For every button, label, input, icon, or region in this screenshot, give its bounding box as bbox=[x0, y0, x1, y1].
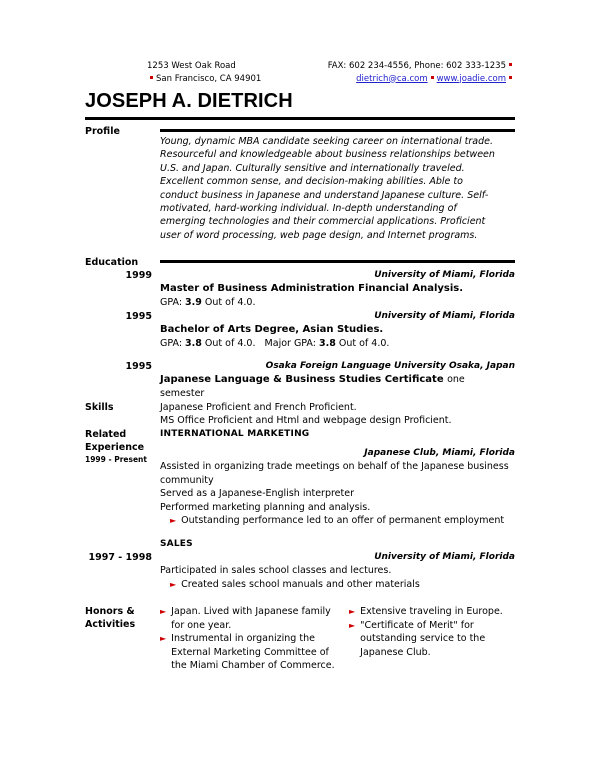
experience-bullet bbox=[160, 514, 515, 528]
resume-header bbox=[0, 60, 600, 113]
address-line-2: San Francisco, CA 94901 bbox=[156, 73, 262, 84]
sales-date-range: 1997 - 1998 bbox=[88, 552, 152, 564]
skills-body bbox=[160, 401, 600, 428]
triangle-bullet-icon: ► bbox=[349, 607, 356, 617]
education-degree: Master of Business Administration Financial Analysis. bbox=[160, 283, 464, 295]
sales-bullet-text: Created sales school manuals and other materials bbox=[181, 578, 420, 590]
address-line-2-wrap bbox=[147, 73, 261, 86]
sales-line: Participated in sales school classes and lectures. bbox=[160, 565, 392, 577]
section-skills bbox=[0, 401, 600, 428]
section-profile bbox=[0, 125, 600, 242]
gpa-value: 3.8 bbox=[185, 337, 202, 349]
header-divider-rule bbox=[85, 117, 515, 120]
square-bullet-icon bbox=[509, 63, 512, 66]
honors-item-text: Instrumental in organizing the External Marketing Committee of the Miami Chamber of Commerce. bbox=[171, 633, 335, 672]
certificate-title-suffix: one bbox=[447, 374, 465, 386]
triangle-bullet-icon: ► bbox=[160, 607, 167, 617]
sales-bullet bbox=[160, 578, 515, 592]
major-gpa-label: Major GPA: bbox=[264, 337, 316, 349]
triangle-bullet-icon: ► bbox=[170, 579, 177, 589]
resume-body bbox=[0, 125, 600, 673]
square-bullet-icon bbox=[509, 76, 512, 79]
related-date-range: 1999 - Present bbox=[85, 454, 147, 464]
experience-category: INTERNATIONAL MARKETING bbox=[160, 428, 310, 439]
gpa-tail: Out of 4.0. bbox=[204, 337, 256, 349]
honors-item-text: Japan. Lived with Japanese family for one year. bbox=[171, 606, 331, 631]
gpa-value: 3.9 bbox=[185, 297, 202, 309]
sales-entry bbox=[0, 551, 600, 591]
sales-organization: University of Miami, Florida bbox=[374, 552, 515, 563]
related-experience-body bbox=[160, 428, 600, 528]
gpa-tail: Out of 4.0. bbox=[204, 297, 256, 309]
experience-line: Assisted in organizing trade meetings on behalf of the Japanese business community bbox=[160, 461, 509, 486]
major-gpa-value: 3.8 bbox=[319, 337, 336, 349]
certificate-year: 1995 bbox=[125, 361, 152, 373]
profile-content bbox=[160, 125, 600, 242]
section-education bbox=[0, 256, 600, 269]
sales-category-holder bbox=[160, 538, 600, 552]
triangle-bullet-icon: ► bbox=[170, 516, 177, 526]
education-institution: University of Miami, Florida bbox=[374, 270, 515, 281]
education-degree: Bachelor of Arts Degree, Asian Studies. bbox=[160, 323, 384, 335]
experience-category: SALES bbox=[160, 538, 193, 549]
mailing-address bbox=[85, 60, 261, 85]
education-gpa bbox=[160, 337, 515, 351]
education-gpa bbox=[160, 296, 515, 310]
honors-item bbox=[160, 605, 335, 632]
honors-item bbox=[160, 632, 335, 673]
education-institution: University of Miami, Florida bbox=[374, 310, 515, 321]
sales-body bbox=[160, 551, 600, 591]
education-section-rule bbox=[160, 260, 515, 263]
address-line-1: 1253 West Oak Road bbox=[147, 61, 236, 71]
contact-row bbox=[0, 60, 600, 85]
education-entry bbox=[0, 310, 600, 351]
skill-line: MS Office Proficient and Html and webpage design Proficient. bbox=[160, 415, 452, 427]
gpa-label: GPA: bbox=[160, 297, 183, 309]
section-related-experience bbox=[0, 428, 600, 528]
honors-label-line-1: Honors & bbox=[85, 606, 135, 618]
related-label-line-2: Experience bbox=[85, 441, 145, 453]
section-sales bbox=[0, 538, 600, 552]
experience-bullet-text: Outstanding performance led to an offer of permanent employment bbox=[181, 515, 505, 527]
email-link[interactable]: dietrich@ca.com bbox=[356, 73, 428, 84]
certificate-second-line: semester bbox=[160, 388, 205, 400]
website-link[interactable]: www.joadie.com bbox=[436, 73, 506, 84]
section-label-honors-activities bbox=[0, 605, 160, 631]
honors-columns bbox=[160, 605, 524, 673]
certificate-title: Japanese Language & Business Studies Certificate bbox=[160, 374, 444, 386]
section-label-skills: Skills bbox=[85, 401, 114, 413]
section-label-education: Education bbox=[85, 257, 139, 269]
honors-label-line-2: Activities bbox=[85, 619, 136, 631]
honors-body bbox=[160, 605, 600, 673]
email-web-line bbox=[328, 73, 515, 86]
page-title: JOSEPH A. DIETRICH bbox=[85, 90, 293, 112]
triangle-bullet-icon: ► bbox=[160, 634, 167, 644]
experience-line: Performed marketing planning and analysis. bbox=[160, 501, 371, 513]
education-year: 1995 bbox=[125, 310, 152, 322]
certificate-entry bbox=[0, 360, 600, 401]
education-entry-body bbox=[160, 269, 600, 310]
honors-item-text: Extensive traveling in Europe. bbox=[360, 606, 503, 618]
certificate-institution: Osaka Foreign Language University Osaka, Japan bbox=[265, 361, 515, 372]
education-entry bbox=[0, 269, 600, 310]
education-year: 1999 bbox=[125, 270, 152, 282]
major-gpa-tail: Out of 4.0. bbox=[338, 337, 390, 349]
honors-item-text: "Certificate of Merit" for outstanding service to the Japanese Club. bbox=[360, 619, 486, 658]
fax-phone-text: FAX: 602 234-4556, Phone: 602 333-1235 bbox=[327, 61, 506, 71]
honors-item bbox=[349, 619, 524, 660]
honors-column-left bbox=[160, 605, 335, 673]
experience-line: Served as a Japanese-English interpreter bbox=[160, 488, 354, 500]
related-label-line-1: Related bbox=[85, 428, 127, 440]
certificate-title-line bbox=[160, 373, 515, 387]
experience-organization: Japanese Club, Miami, Florida bbox=[364, 448, 515, 459]
section-label-profile: Profile bbox=[85, 126, 120, 137]
section-honors-activities bbox=[0, 605, 600, 673]
certificate-body bbox=[160, 360, 600, 401]
education-entry-body bbox=[160, 310, 600, 351]
fax-phone-line bbox=[328, 60, 515, 73]
triangle-bullet-icon: ► bbox=[349, 620, 356, 630]
contact-details bbox=[328, 60, 515, 85]
honors-column-right bbox=[349, 605, 524, 673]
square-bullet-icon bbox=[431, 76, 434, 79]
skill-line: Japanese Proficient and French Proficient. bbox=[160, 401, 357, 413]
section-label-related-experience bbox=[0, 428, 160, 465]
gpa-label: GPA: bbox=[160, 337, 183, 349]
honors-item bbox=[349, 605, 524, 619]
profile-text: Young, dynamic MBA candidate seeking career on international trade. Resourceful and knowledgeable about business relationships between U.S. and Japan. Culturally sensitive and internationally traveled. Excellent common sense, and decision-making abilities. Able to conduct business in Japanese and understand Japanese culture. Self-motivated, hard-working individual. In-depth understanding of emerging technologies and their commercial applications. Proficient user of word processing, web page design, and Internet programs. bbox=[160, 136, 495, 241]
square-bullet-icon bbox=[150, 76, 153, 79]
